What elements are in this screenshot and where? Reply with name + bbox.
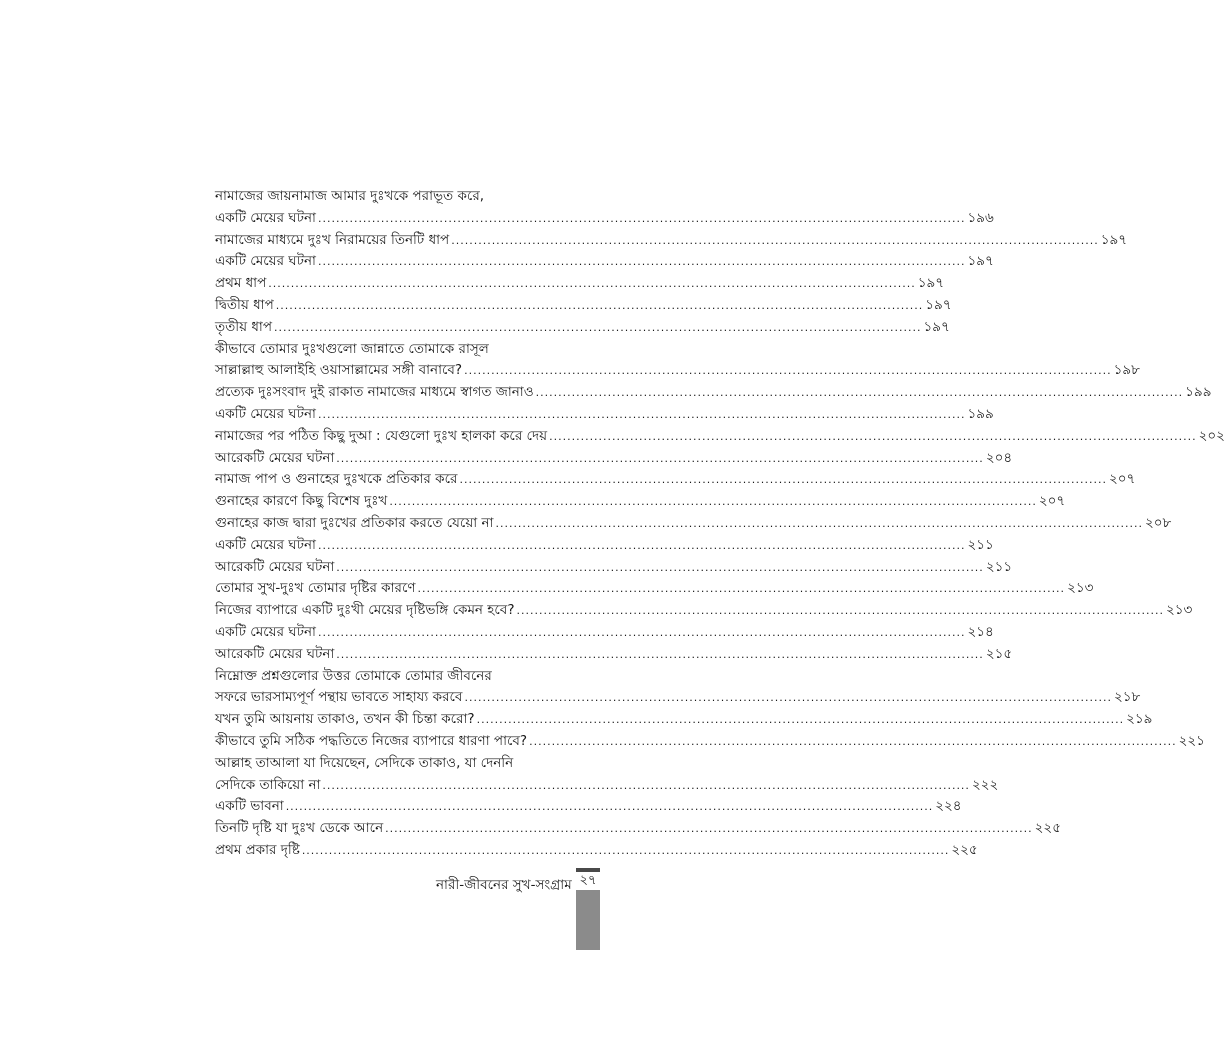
toc-leader-dots: [336, 644, 984, 666]
toc-entry-title: একটি ভাবনা: [215, 798, 284, 815]
running-footer-title: নারী-জীবনের সুখ-সংগ্রাম: [436, 877, 572, 893]
toc-leader-dots: [336, 448, 984, 470]
toc-entry: [215, 339, 600, 361]
toc-entry-title: গুনাহের কাজ দ্বারা দুঃখের প্রতিকার করতে যেয়ো না: [215, 514, 494, 531]
toc-entry-title: কীভাবে তোমার দুঃখগুলো জান্নাতে তোমাকে রাসূল: [215, 340, 489, 357]
toc-leader-dots: [389, 491, 1037, 513]
toc-leader-dots: [464, 360, 1112, 382]
toc-entry-title: নামাজের জায়নামাজ আমার দুঃখকে পরাভূত করে,: [215, 188, 485, 204]
toc-leader-dots: [529, 731, 1177, 753]
toc-entry-title: একটি মেয়ের ঘটনা: [215, 253, 316, 270]
toc-leader-dots: [495, 513, 1143, 535]
toc-entry-title: আরেকটি মেয়ের ঘটনা: [215, 558, 335, 575]
toc-entry-page: ১৯৮: [1113, 362, 1140, 379]
toc-entry-page: ২১৪: [967, 623, 994, 640]
toc-entry-page: ২১৩: [1166, 602, 1193, 619]
toc-leader-dots: [516, 600, 1164, 622]
toc-entry: [215, 731, 1205, 753]
toc-entry-page: ১৯৭: [923, 318, 950, 335]
toc-entry: [215, 208, 994, 230]
toc-entry: [215, 469, 1136, 491]
toc-entry: [215, 557, 1013, 579]
toc-entry-page: ১৯৭: [925, 296, 952, 313]
toc-entry: [215, 600, 1193, 622]
toc-entry-title: নামাজের পর পঠিত কিছু দুআ : যেগুলো দুঃখ হালকা করে দেয়: [215, 427, 548, 444]
toc-leader-dots: [318, 535, 966, 557]
toc-entry-page: ১৯৯: [1185, 384, 1212, 401]
toc-entry: [215, 448, 1013, 470]
toc-leader-dots: [536, 382, 1184, 404]
toc-entry-title: তোমার সুখ-দুঃখ তোমার দৃষ্টির কারণে: [215, 580, 416, 597]
toc-entry: [215, 491, 1066, 513]
toc-entry-page: ২১১: [985, 558, 1013, 575]
toc-entry-page: ২০৪: [985, 449, 1013, 466]
toc-leader-dots: [385, 818, 1033, 840]
toc-entry: [215, 535, 994, 557]
toc-entry-title: গুনাহের কারণে কিছু বিশেষ দুঃখ: [215, 493, 388, 510]
table-of-contents: [215, 186, 1225, 862]
toc-entry-page: ২০৮: [1144, 514, 1172, 531]
toc-leader-dots: [549, 426, 1197, 448]
toc-leader-dots: [336, 557, 984, 579]
toc-entry-title: যখন তুমি আয়নায় তাকাও, তখন কী চিন্তা করো?: [215, 711, 475, 728]
toc-entry-title: একটি মেয়ের ঘটনা: [215, 405, 316, 422]
toc-entry: [215, 818, 1061, 840]
toc-entry-page: ২২৫: [1034, 820, 1061, 837]
toc-leader-dots: [286, 796, 934, 818]
toc-leader-dots: [268, 273, 916, 295]
toc-entry-title: আল্লাহ তাআলা যা দিয়েছেন, সেদিকে তাকাও, যা দেননি: [215, 754, 514, 771]
toc-entry: [215, 796, 962, 818]
toc-entry: [215, 251, 994, 273]
toc-entry-page: ২১৮: [1113, 689, 1141, 706]
toc-entry: [215, 186, 600, 208]
toc-entry: [215, 775, 999, 797]
toc-entry-page: ২১১: [967, 536, 994, 553]
toc-entry: [215, 622, 994, 644]
toc-entry: [215, 230, 1128, 252]
toc-leader-dots: [274, 317, 922, 339]
toc-entry-page: ২০৭: [1108, 471, 1136, 488]
toc-entry: [215, 273, 945, 295]
toc-entry-title: আরেকটি মেয়ের ঘটনা: [215, 449, 335, 466]
toc-leader-dots: [418, 578, 1066, 600]
toc-leader-dots: [459, 469, 1107, 491]
toc-entry-title: একটি মেয়ের ঘটনা: [215, 209, 316, 226]
toc-entry: [215, 666, 600, 688]
toc-entry-title: একটি মেয়ের ঘটনা: [215, 536, 316, 553]
toc-entry: [215, 426, 1225, 448]
toc-entry-title: সাল্লাল্লাহু আলাইহি ওয়াসাল্লামের সঙ্গী বানাবে?: [215, 362, 463, 379]
toc-entry: [215, 709, 1153, 731]
toc-entry-page: ১৯৭: [917, 275, 945, 292]
toc-entry-page: ২২৫: [951, 841, 978, 858]
toc-entry-page: ২২২: [971, 776, 999, 793]
toc-entry-title: প্রথম প্রকার দৃষ্টি: [215, 841, 300, 858]
toc-entry: [215, 644, 1013, 666]
toc-leader-dots: [322, 775, 970, 797]
toc-entry-title: তিনটি দৃষ্টি যা দুঃখ ডেকে আনে: [215, 820, 384, 837]
toc-entry-title: একটি মেয়ের ঘটনা: [215, 623, 316, 640]
toc-entry-page: ২১৯: [1126, 711, 1153, 728]
toc-leader-dots: [451, 230, 1099, 252]
toc-entry-page: ১৯৯: [967, 405, 994, 422]
toc-entry-title: দ্বিতীয় ধাপ: [215, 296, 274, 313]
toc-entry-title: সফরে ভারসাম্যপূর্ণ পন্থায় ভাবতে সাহায্য করবে: [215, 689, 463, 706]
page-number: ২৭: [576, 872, 600, 890]
toc-entry: [215, 295, 952, 317]
toc-entry-title: কীভাবে তুমি সঠিক পদ্ধতিতে নিজের ব্যাপারে ধারণা পাবে?: [215, 732, 528, 749]
toc-entry: [215, 513, 1172, 535]
toc-entry-title: নামাজের মাধ্যমে দুঃখ নিরাময়ের তিনটি ধাপ: [215, 231, 450, 248]
toc-entry-title: তৃতীয় ধাপ: [215, 318, 273, 335]
toc-leader-dots: [302, 840, 950, 862]
toc-entry-page: ২১৫: [985, 645, 1013, 662]
toc-entry: [215, 404, 994, 426]
toc-leader-dots: [318, 251, 966, 273]
toc-entry: [215, 753, 600, 775]
toc-leader-dots: [318, 208, 966, 230]
toc-entry-page: ১৯৬: [967, 209, 994, 226]
toc-entry-page: ১৯৭: [967, 253, 994, 270]
toc-entry-page: ২২৪: [935, 798, 962, 815]
toc-entry: [215, 360, 1140, 382]
toc-leader-dots: [477, 709, 1125, 731]
toc-entry-title: নামাজ পাপ ও গুনাহের দুঃখকে প্রতিকার করে: [215, 471, 458, 488]
toc-leader-dots: [276, 295, 924, 317]
toc-entry: [215, 687, 1141, 709]
toc-entry-page: ২২১: [1178, 732, 1205, 749]
toc-entry: [215, 840, 978, 862]
toc-entry-page: ২০৭: [1038, 493, 1066, 510]
toc-entry: [215, 317, 950, 339]
toc-leader-dots: [318, 622, 966, 644]
toc-entry-title: নিজের ব্যাপারে একটি দুঃখী মেয়ের দৃষ্টিভঙ্গি কেমন হবে?: [215, 602, 515, 619]
toc-entry-page: ১৯৭: [1100, 231, 1128, 248]
toc-entry: [215, 578, 1094, 600]
toc-leader-dots: [464, 687, 1112, 709]
toc-entry-page: ২০২: [1198, 427, 1225, 444]
toc-entry-page: ২১৩: [1067, 580, 1094, 597]
toc-entry-title: প্রত্যেক দুঃসংবাদ দুই রাকাত নামাজের মাধ্যমে স্বাগত জানাও: [215, 384, 534, 401]
toc-entry-title: সেদিকে তাকিয়ো না: [215, 776, 321, 793]
toc-entry-title: প্রথম ধাপ: [215, 275, 267, 292]
toc-entry-title: আরেকটি মেয়ের ঘটনা: [215, 645, 335, 662]
toc-entry-title: নিম্নোক্ত প্রশ্নগুলোর উত্তর তোমাকে তোমার জীবনের: [215, 667, 492, 684]
toc-entry: [215, 382, 1212, 404]
toc-leader-dots: [318, 404, 966, 426]
